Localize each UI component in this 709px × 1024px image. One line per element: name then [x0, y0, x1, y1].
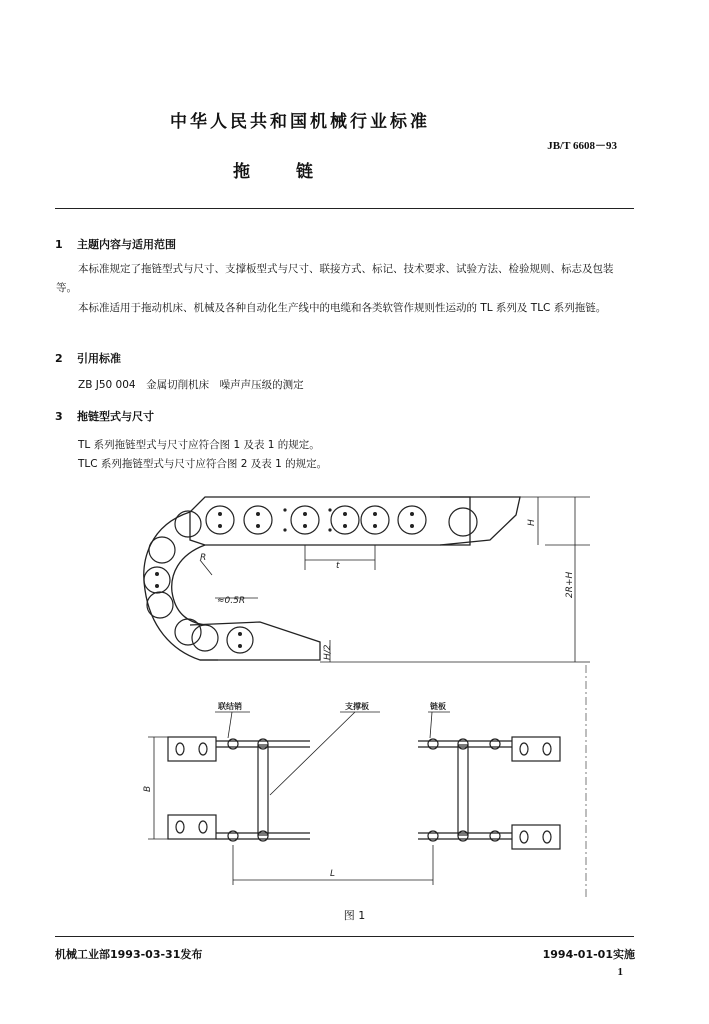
cross-section-right	[418, 737, 560, 849]
issued-date: 机械工业部1993-03-31发布	[55, 948, 203, 961]
label-B: B	[143, 785, 153, 792]
cross-section-left	[168, 737, 310, 841]
label-R: R	[200, 553, 207, 563]
footer-rule	[55, 936, 634, 937]
page-number: 1	[617, 966, 623, 978]
section-number: 2	[55, 352, 63, 365]
section-1-paragraph-1: 本标准规定了拖链型式与尺寸、支撑板型式与尺寸、联接方式、标记、技术要求、试验方法、检验规则、标志及包装等。	[56, 263, 614, 294]
top-run-links	[206, 506, 477, 536]
section-2-paragraph-1: ZB J50 004 金属切削机床 噪声声压级的测定	[78, 379, 304, 391]
title-char-1: 拖	[233, 162, 250, 182]
label-H-half: H/2	[323, 644, 333, 660]
figure-caption: 图 1	[343, 909, 366, 922]
label-support-plate: 支撑板	[345, 702, 369, 711]
section-3-paragraph-1: TL 系列拖链型式与尺寸应符合图 1 及表 1 的规定。	[78, 439, 320, 451]
label-H: H	[527, 519, 537, 526]
section-number: 3	[55, 410, 63, 423]
section-heading-text: 主题内容与适用范围	[77, 238, 176, 251]
section-heading-text: 引用标准	[77, 352, 121, 365]
chain-outline-top	[190, 497, 470, 545]
organization-title: 中华人民共和国机械行业标准	[170, 112, 430, 132]
section-3-paragraph-2: TLC 系列拖链型式与尺寸应符合图 2 及表 1 的规定。	[78, 458, 328, 470]
label-half-R: ≈0.5R	[217, 596, 246, 606]
leader-lines	[148, 712, 450, 885]
pin-dots	[155, 508, 414, 648]
label-L: L	[330, 869, 336, 879]
section-number: 1	[55, 238, 63, 251]
chain-end-right	[440, 497, 520, 545]
label-2R-plus-H: 2R+H	[565, 571, 575, 598]
label-t: t	[336, 561, 340, 571]
section-1-paragraph-2: 本标准适用于拖动机床、机械及各种自动化生产线中的电缆和各类软管作规则性运动的 TL 系列及 TLC 系列拖链。	[78, 302, 607, 314]
effective-date: 1994-01-01实施	[542, 948, 635, 961]
section-heading-text: 拖链型式与尺寸	[77, 410, 154, 423]
chain-outline-bottom	[190, 622, 320, 660]
label-chain-plate: 链板	[430, 702, 446, 711]
label-link-pin: 联结销	[218, 702, 242, 711]
standard-code: JB/T 6608－93	[547, 140, 617, 152]
title-char-2: 链	[296, 162, 313, 182]
